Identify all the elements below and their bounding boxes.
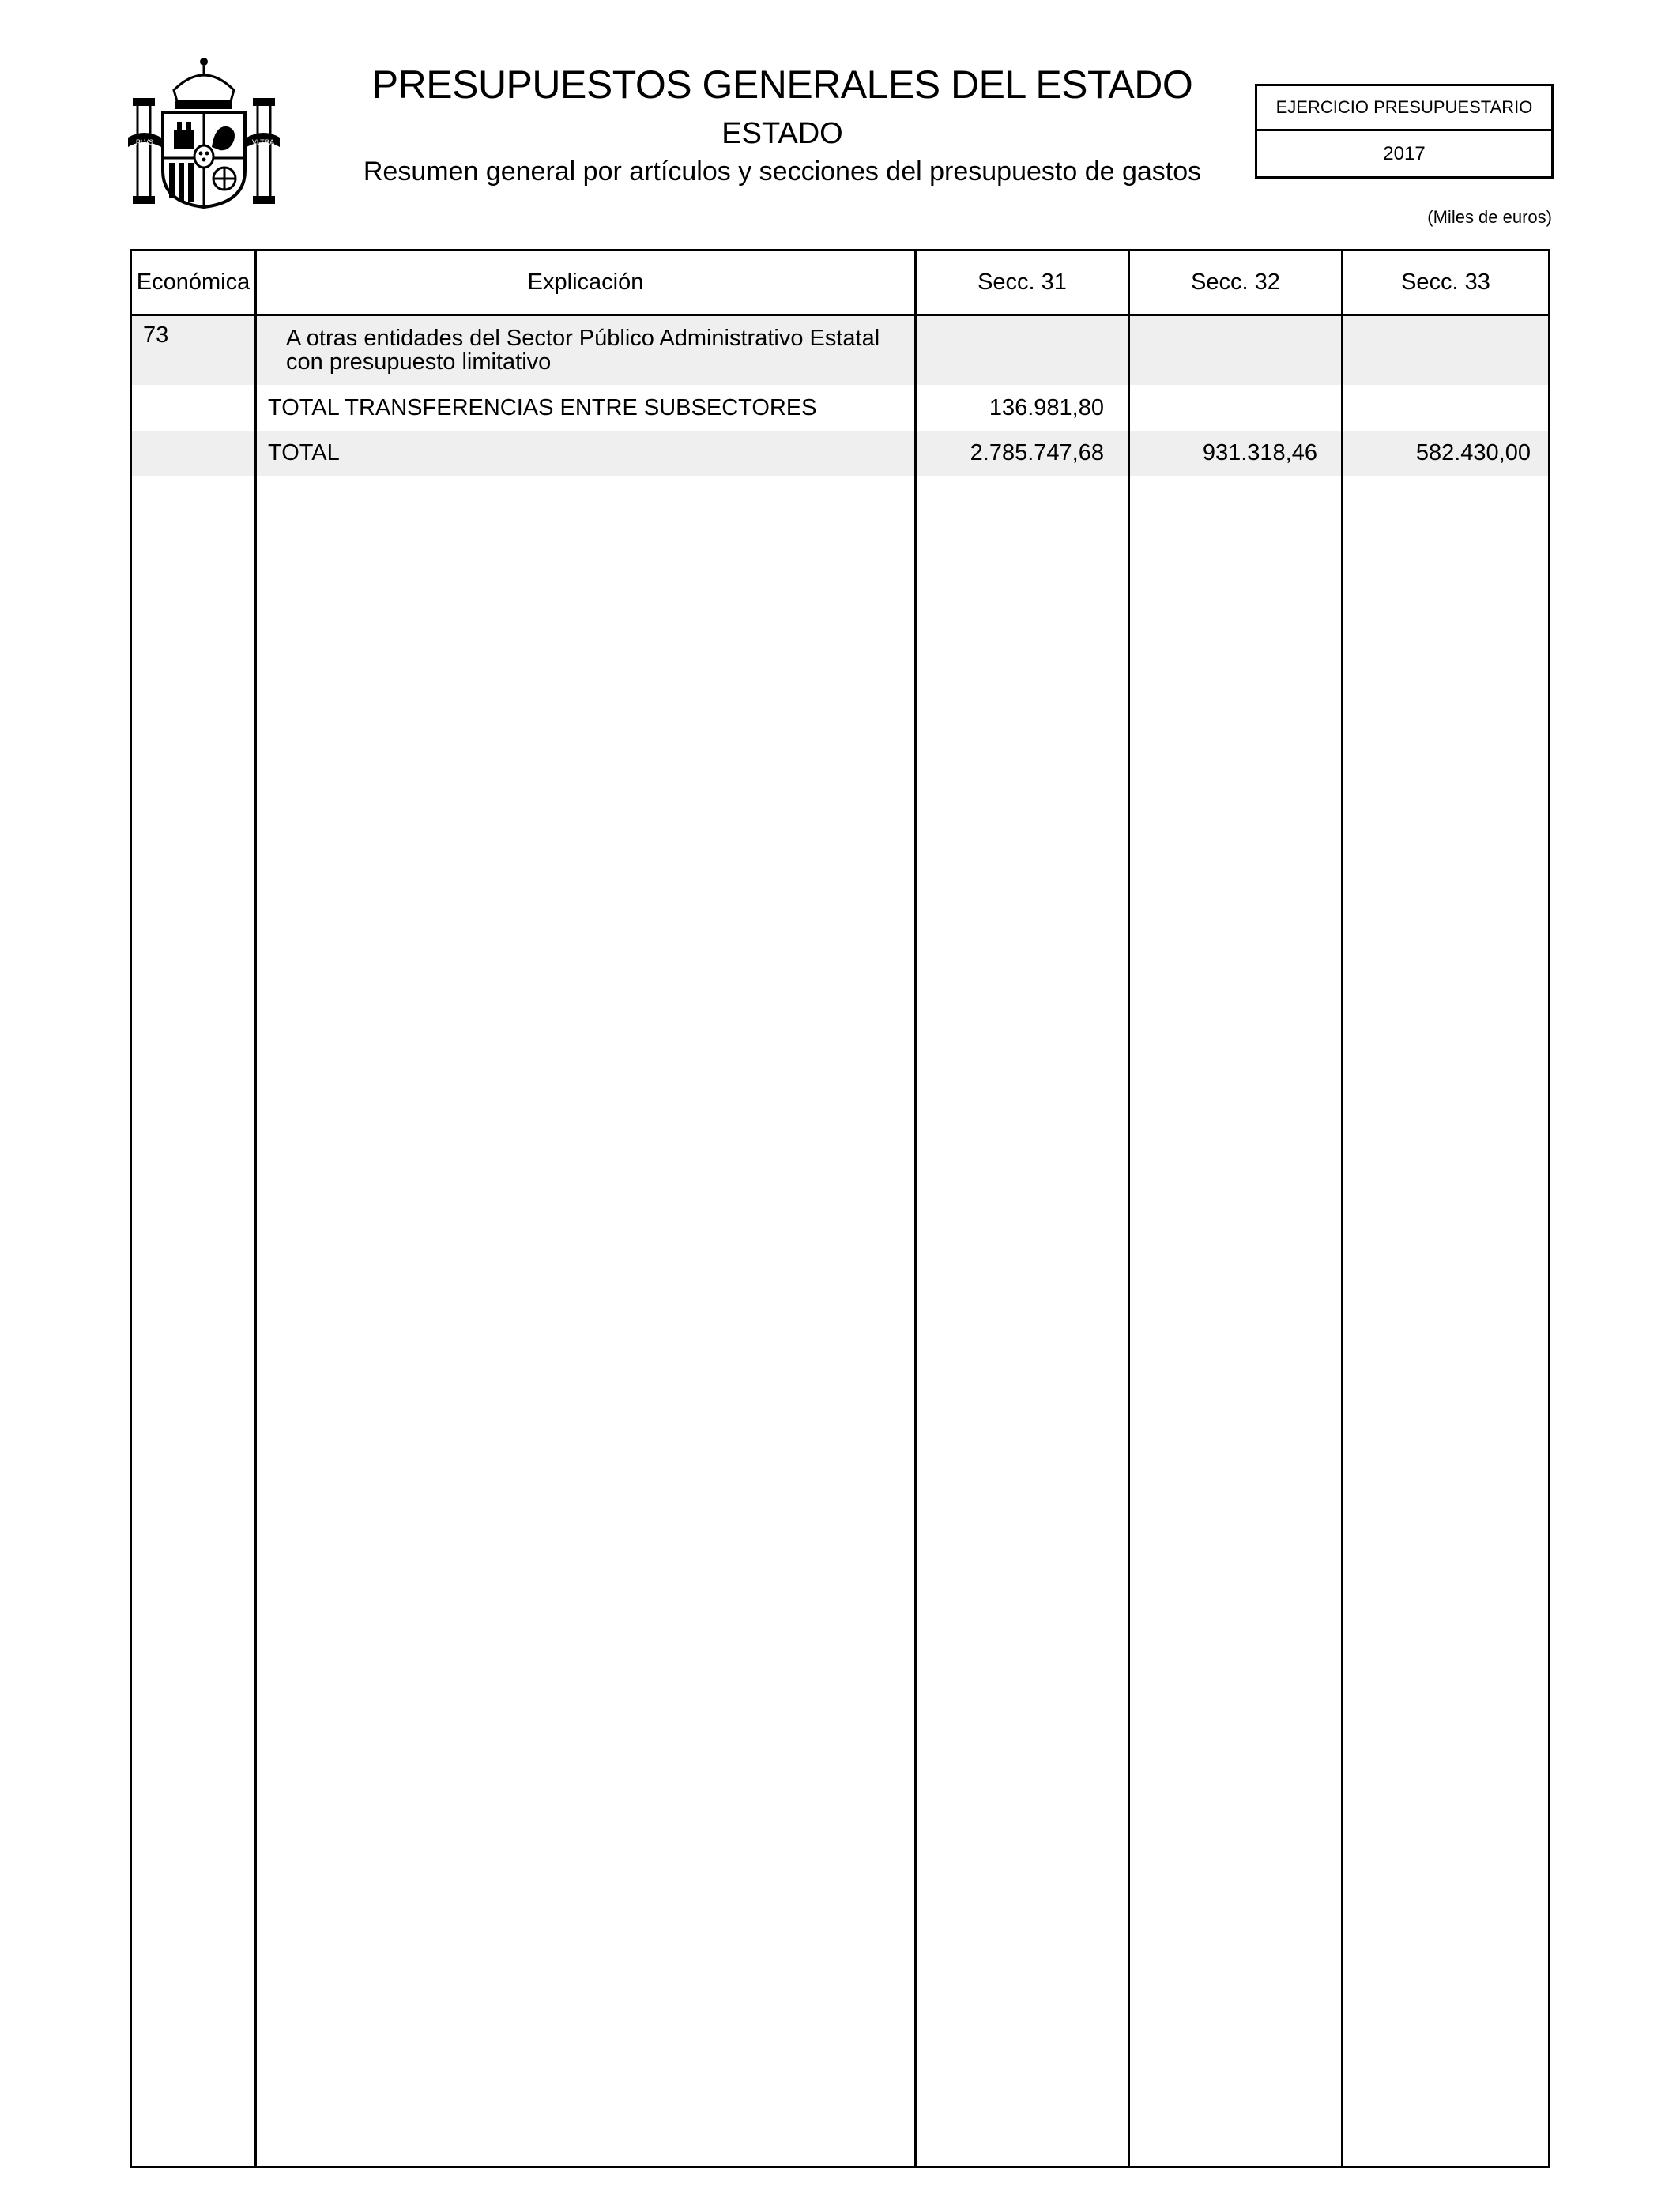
col-header-economica: Económica	[136, 270, 250, 295]
row-secc33: 582.430,00	[1415, 440, 1531, 466]
column-divider	[1128, 251, 1130, 2166]
col-header-secc33: Secc. 33	[1401, 270, 1490, 295]
ejercicio-box	[1255, 84, 1554, 179]
column-divider	[254, 251, 257, 2166]
row-secc31: 136.981,80	[989, 395, 1104, 420]
col-header-secc31: Secc. 31	[977, 270, 1067, 295]
table-row	[132, 431, 1548, 476]
ejercicio-label: EJERCICIO PRESUPUESTARIO	[1257, 86, 1551, 131]
row-secc31: 2.785.747,68	[970, 440, 1104, 466]
column-divider	[914, 251, 917, 2166]
row-explanation-line2: con presupuesto limitativo	[286, 349, 552, 375]
row-explanation-line1: A otras entidades del Sector Público Administrativo Estatal	[286, 326, 880, 351]
document-title: PRESUPUESTOS GENERALES DEL ESTADO	[371, 62, 1193, 107]
col-header-secc32: Secc. 32	[1191, 270, 1280, 295]
row-explanation: TOTAL	[268, 440, 340, 466]
row-secc32: 931.318,46	[1202, 440, 1317, 466]
document-description: Resumen general por artículos y secciones del presupuesto de gastos	[363, 156, 1202, 187]
coat-of-arms-icon	[126, 52, 281, 210]
row-code: 73	[143, 322, 169, 348]
col-header-explicacion: Explicación	[527, 270, 644, 295]
budget-table	[130, 249, 1550, 2168]
table-row	[132, 385, 1548, 431]
header-divider	[132, 314, 1548, 316]
column-divider	[1341, 251, 1343, 2166]
emblem-motto-left: PLVS	[135, 138, 154, 146]
ejercicio-year: 2017	[1383, 143, 1426, 164]
row-explanation: TOTAL TRANSFERENCIAS ENTRE SUBSECTORES	[268, 395, 817, 420]
table-row	[132, 316, 1548, 385]
units-note: (Miles de euros)	[1427, 207, 1552, 227]
document-subtitle: ESTADO	[721, 117, 843, 150]
emblem-motto-right: VLTRA	[251, 138, 275, 146]
